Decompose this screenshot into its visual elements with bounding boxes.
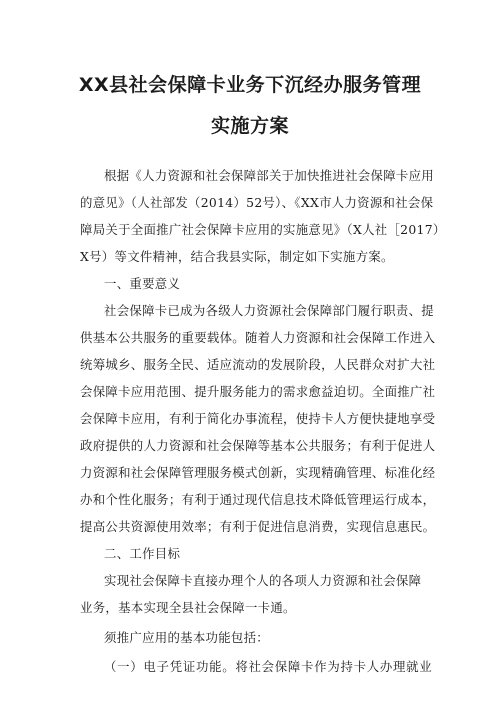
paragraph-line: （一）电子凭证功能。将社会保障卡作为持卡人办理就业 [104,659,432,674]
paragraph-line: 办和个性化服务；有利于通过现代信息技术降低管理运行成本， [80,492,436,507]
paragraph-line: 根据《人力资源和社会保障部关于加快推进社会保障卡应用 [104,168,434,183]
paragraph-line: X号）等文件精神，结合我县实际，制定如下实施方案。 [80,249,394,264]
paragraph-line: 政府提供的人力资源和社会保障等基本公共服务；有利于促进人 [80,438,436,453]
paragraph-line: 障局关于全面推广社会保障卡应用的实施意见》（X人社［2017） [80,222,446,237]
paragraph-line: 提高公共资源使用效率；有利于促进信息消费，实现信息惠民。 [80,519,436,534]
document-title-line-2: 实施方案 [210,115,289,137]
paragraph-line: 会保障卡应用范围、提升服务能力的需求愈益迫切。全面推广社 [80,384,436,399]
paragraph-line: 须推广应用的基本功能包括： [104,630,269,645]
paragraph-line: 力资源和社会保障管理服务模式创新，实现精确管理、标准化经 [80,465,436,480]
paragraph-line: 业务，基本实现全县社会保障一卡通。 [80,600,296,615]
document-title-line-1: XX县社会保障卡业务下沉经办服务管理 [78,74,422,96]
paragraph-line: 实现社会保障卡直接办理个人的各项人力资源和社会保障 [104,573,422,588]
paragraph-line: 的意见》（人社部发（2014）52号）、《XX市人力资源和社会保 [80,195,434,210]
paragraph-line: 社会保障卡已成为各级人力资源社会保障部门履行职责、提 [104,303,434,318]
section-heading: 二、工作目标 [104,546,181,561]
paragraph-line: 供基本公共服务的重要载体。随着人力资源和社会保障工作进入 [80,330,436,345]
section-heading: 一、重要意义 [104,276,181,291]
paragraph-line: 会保障卡应用，有利于简化办事流程，使持卡人方便快捷地享受 [80,411,436,426]
paragraph-line: 统筹城乡、服务全民、适应流动的发展阶段，人民群众对扩大社 [80,357,436,372]
